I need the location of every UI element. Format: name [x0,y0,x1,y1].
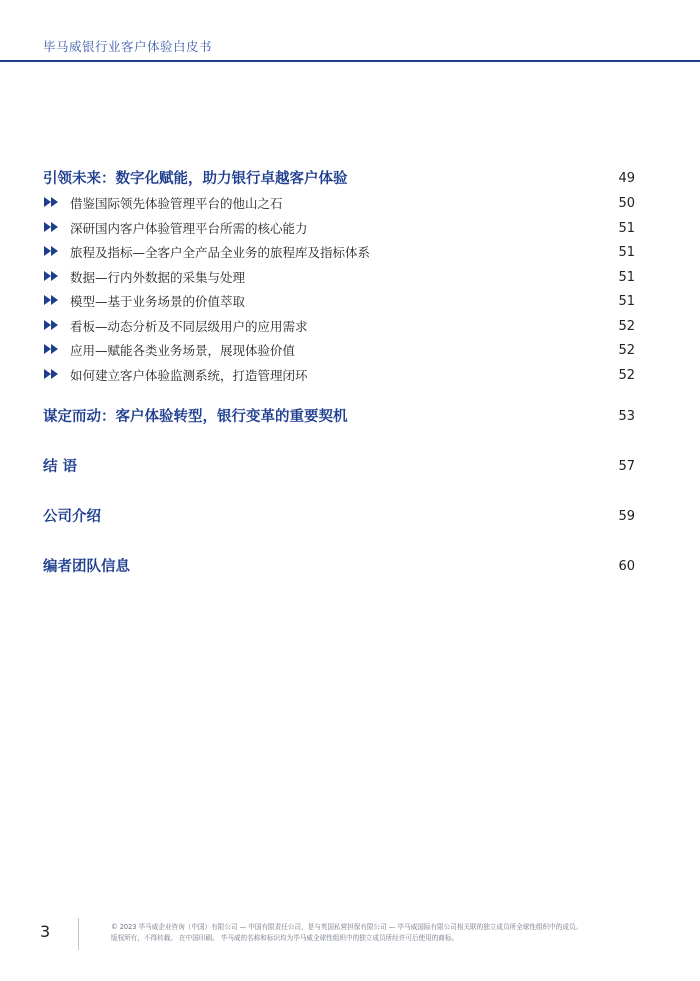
toc-page-number: 51 [618,220,635,236]
toc-section-title: 编者团队信息 [43,559,130,575]
toc-section-1[interactable] [43,166,635,192]
footer-page-number: 3 [40,922,51,941]
double-chevron-right-icon [44,265,62,290]
toc-item-text: 借鉴国际领先体验管理平台的他山之石 [70,196,283,211]
table-of-contents [43,166,635,580]
footer-divider [78,918,79,950]
spacer [43,530,635,554]
toc-item[interactable] [43,266,635,291]
toc-page-number: 53 [618,409,635,424]
toc-section-title: 谋定而动：客户体验转型，银行变革的重要契机 [43,409,348,425]
double-chevron-right-icon [44,314,62,339]
spacer [43,480,635,504]
footer-line-1: © 2023 毕马威企业咨询（中国）有限公司 — 中国有限责任公司，是与英国私营担保有限公司 — 毕马威国际有限公司相关联的独立成员所全球性组织中的成员。 [111,923,583,931]
double-chevron-right-icon [44,240,62,265]
spacer [43,430,635,454]
page-header [0,0,700,62]
double-chevron-right-icon [44,216,62,241]
spacer [43,388,635,404]
toc-page-number: 57 [618,459,635,474]
toc-page-number: 52 [618,318,635,334]
toc-item-text: 模型—基于业务场景的价值萃取 [70,294,246,309]
toc-item-text: 旅程及指标—全客户全产品全业务的旅程库及指标体系 [70,245,371,260]
toc-item-text: 如何建立客户体验监测系统，打造管理闭环 [70,367,308,383]
footer-line-2: 版权所有，不得转载。 在中国印刷。 毕马威的名称和标识均为毕马威全球性组织中的独立成员所经许可后使用的商标。 [111,934,459,942]
toc-page-number: 51 [618,245,635,260]
header-title: 毕马威银行业客户体验白皮书 [43,39,213,54]
toc-item[interactable] [43,339,635,364]
toc-page-number: 59 [618,509,635,524]
toc-item[interactable] [43,192,635,217]
toc-section-title: 引领未来：数字化赋能，助力银行卓越客户体验 [43,171,348,187]
toc-section-5[interactable] [43,554,635,580]
toc-page-number: 52 [618,343,635,358]
toc-item[interactable] [43,241,635,266]
toc-section-title: 公司介绍 [43,509,101,525]
double-chevron-right-icon [44,363,62,388]
double-chevron-right-icon [44,338,62,363]
toc-item[interactable] [43,290,635,315]
toc-page-number: 51 [618,294,635,309]
toc-item-text: 数据—行内外数据的采集与处理 [70,269,246,285]
toc-item[interactable] [43,315,635,340]
toc-item[interactable] [43,217,635,242]
toc-section-4[interactable] [43,504,635,530]
toc-section-2[interactable] [43,404,635,430]
double-chevron-right-icon [44,191,62,216]
toc-item-text: 应用—赋能各类业务场景，展现体验价值 [70,343,296,358]
footer-copyright [111,922,671,944]
toc-page-number: 51 [618,269,635,285]
double-chevron-right-icon [44,289,62,314]
toc-page-number: 60 [618,559,635,574]
toc-item-text: 看板—动态分析及不同层级用户的应用需求 [70,318,308,334]
toc-page-number: 52 [618,367,635,383]
toc-page-number: 49 [618,171,635,186]
toc-item[interactable] [43,364,635,389]
toc-item-text: 深研国内客户体验管理平台所需的核心能力 [70,220,308,236]
toc-page-number: 50 [618,196,635,211]
toc-section-3[interactable] [43,454,635,480]
toc-section-title: 结 语 [43,459,78,475]
